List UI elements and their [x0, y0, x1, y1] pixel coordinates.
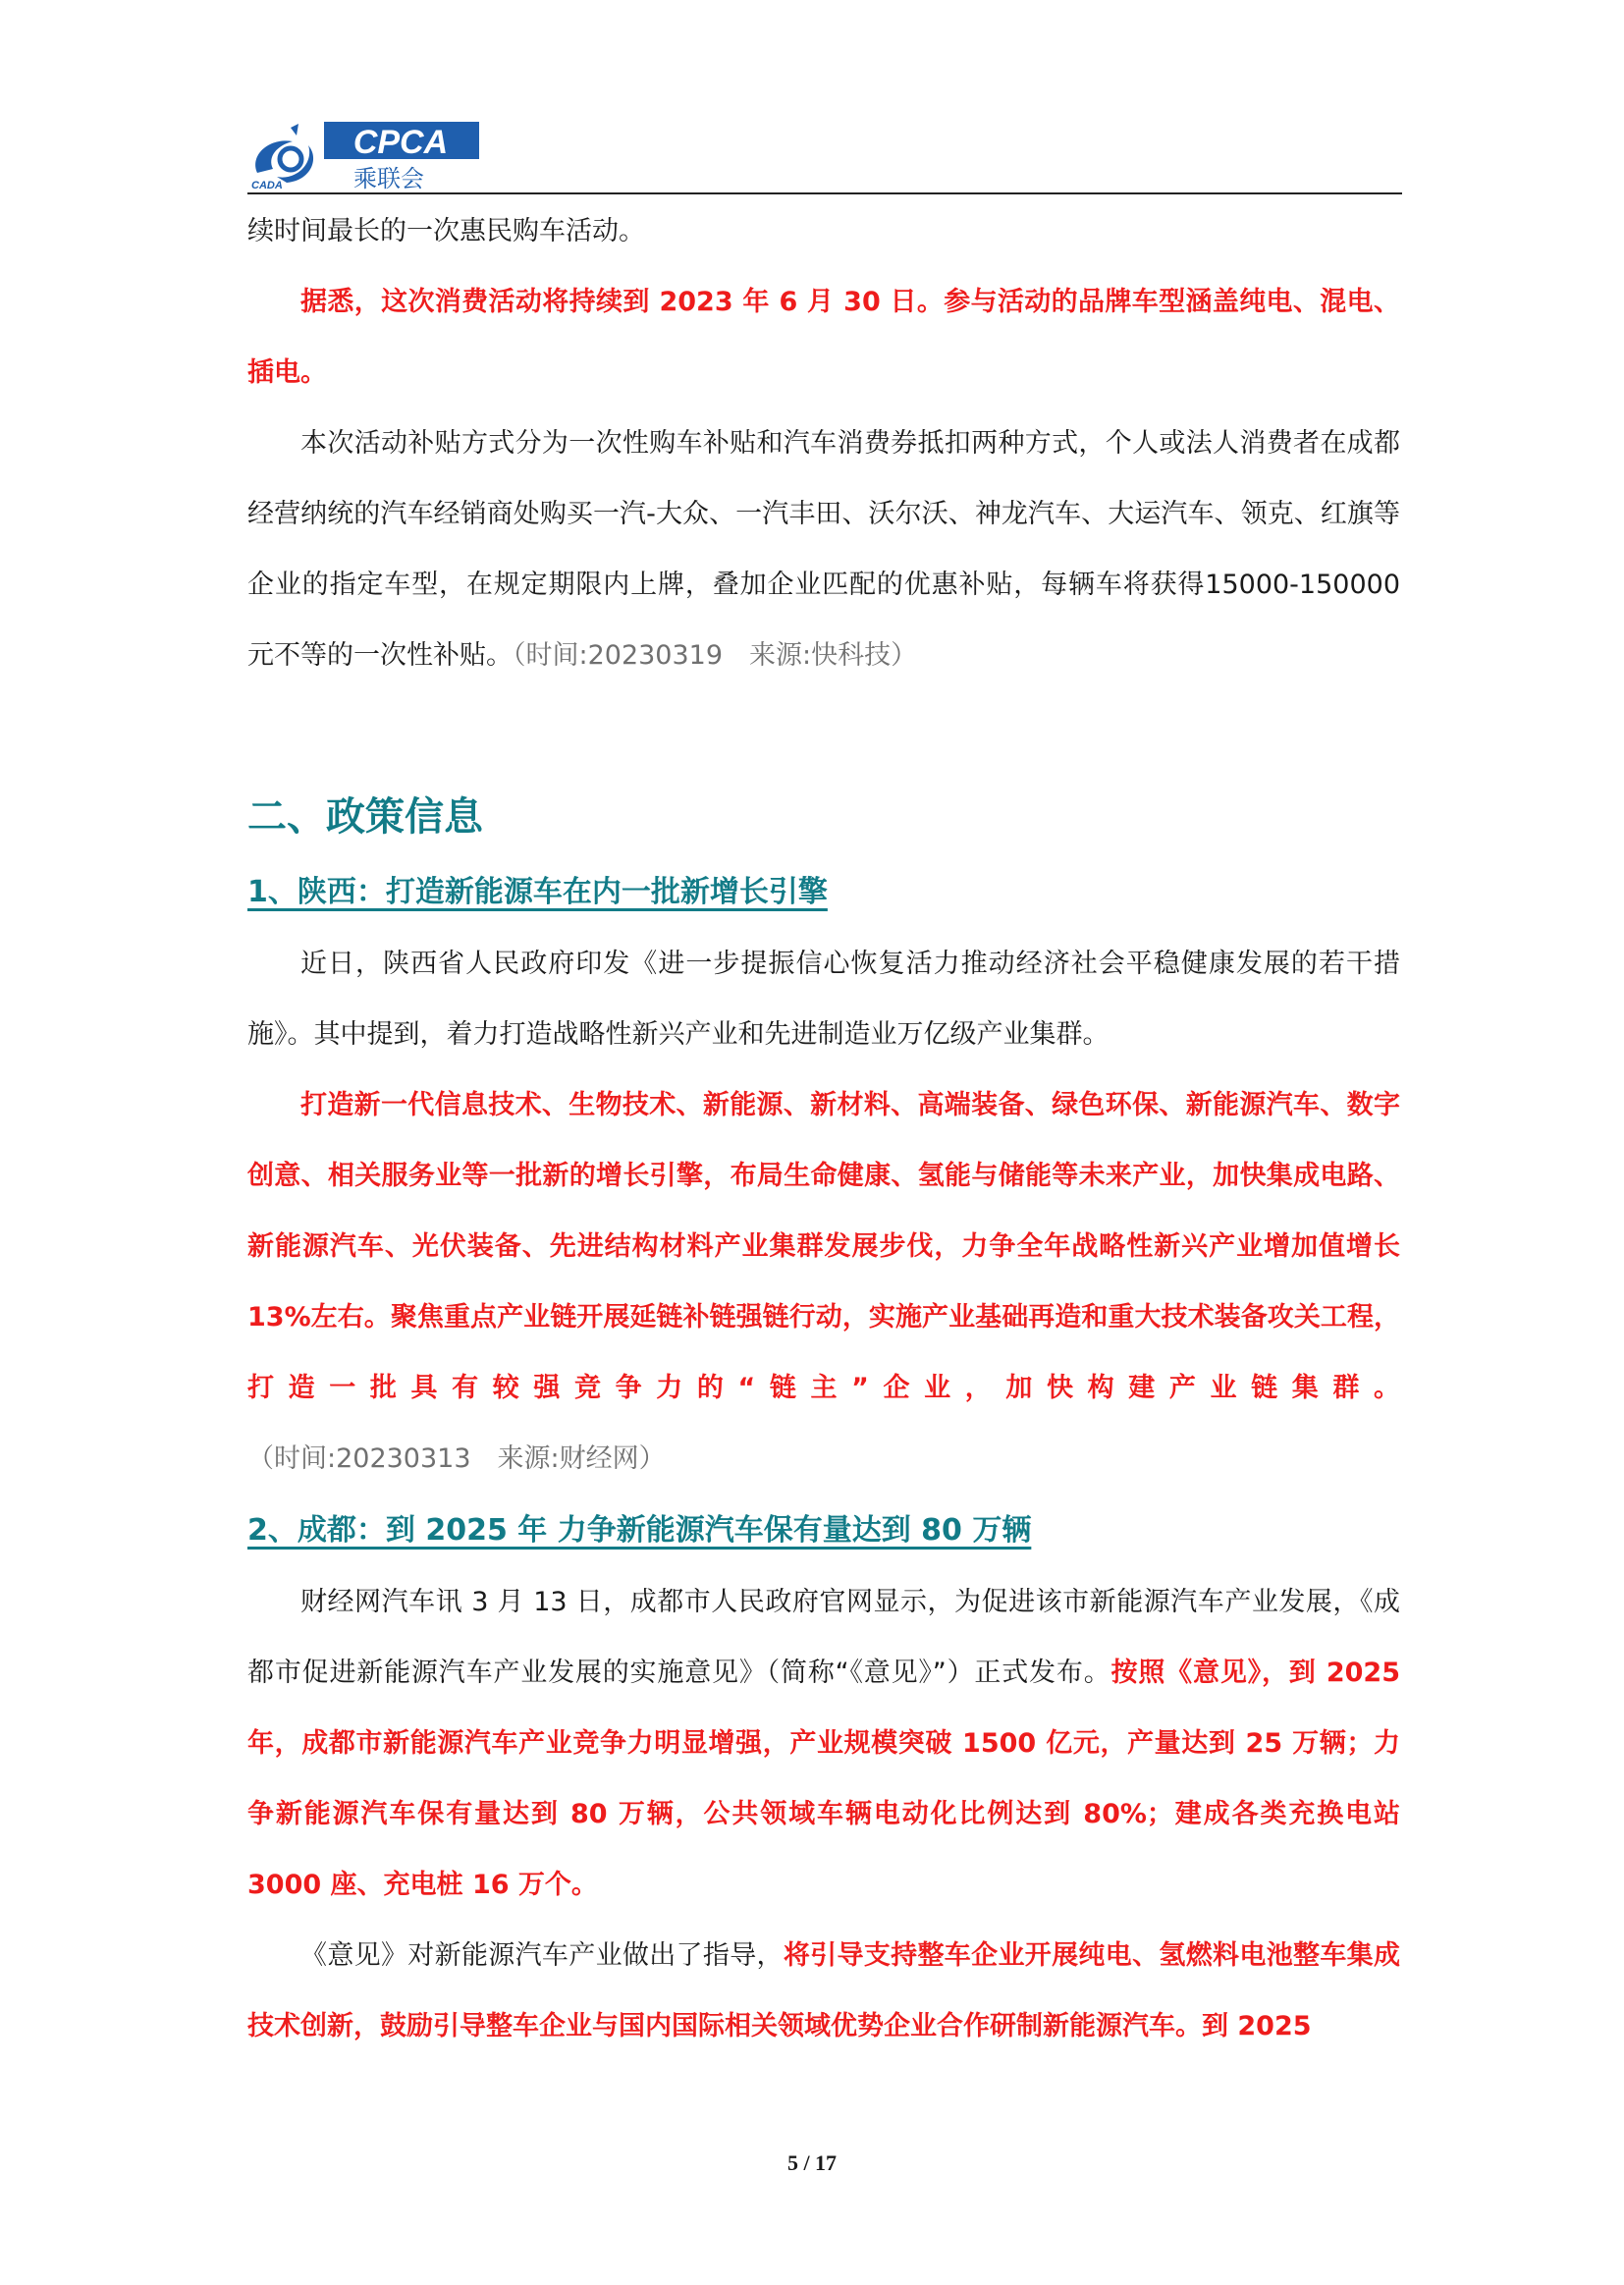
page-content — [247, 196, 1400, 2062]
policy-1-paragraph-1: 近日，陕西省人民政府印发《进一步提振信心恢复活力推动经济社会平稳健康发展的若干措施》。其中提到，着力打造战略性新兴产业和先进制造业万亿级产业集群。 — [247, 949, 1400, 1050]
policy-1-source: （时间:20230313 来源:财经网） — [247, 1443, 666, 1474]
intro-paragraph-3 — [247, 408, 1400, 691]
logo-text-cn: 乘联会 — [353, 165, 424, 192]
policy-1-heading-text: 1、陕西：打造新能源车在内一批新增长引擎 — [247, 875, 828, 909]
policy-2-paragraph-1 — [247, 1567, 1400, 1921]
intro-paragraph-3-text: 本次活动补贴方式分为一次性购车补贴和汽车消费券抵扣两种方式，个人或法人消费者在成都经营纳统的汽车经销商处购买一汽-大众、一汽丰田、沃尔沃、神龙汽车、大运汽车、领克、红旗等企业的指定车型，在规定期限内上牌，叠加企业匹配的优惠补贴，每辆车将获得15000-150000 元不等的一次性补贴。 — [247, 428, 1400, 671]
policy-1-heading — [247, 856, 1400, 929]
policy-1-emphasis: 打造新一代信息技术、生物技术、新能源、新材料、高端装备、绿色环保、新能源汽车、数字创意、相关服务业等一批新的增长引擎，布局生命健康、氢能与储能等未来产业，加快集成电路、新能源汽车、光伏装备、先进结构材料产业集群发展步伐，力争全年战略性新兴产业增加值增长 13%左右。聚焦重点产业链开展延链补链强链行动，实施产业基础再造和重大技术装备攻关工程，打造一批具有较强竞争力的“链主”企业，加快构建产业链集群。 — [247, 1090, 1400, 1403]
cpca-logo — [247, 116, 483, 192]
policy-2-paragraph-2 — [247, 1921, 1400, 2062]
intro-source: （时间:20230319 来源:快科技） — [513, 640, 918, 671]
section-title: 二、政策信息 — [247, 794, 483, 840]
policy-1-paragraph-2 — [247, 1070, 1400, 1495]
logo-subtext: CADA — [251, 180, 283, 191]
policy-2-emphasis-1: 按照《意见》，到 2025 年，成都市新能源汽车产业竞争力明显增强，产业规模突破 1500 亿元，产量达到 25 万辆；力争新能源汽车保有量达到 80 万辆，公共领域车辆电动化比例达到 80%；建成各类充换电站 3000 座、充电桩 16 万个。 — [247, 1658, 1401, 1900]
header-divider — [247, 192, 1402, 194]
policy-2-heading-text: 2、成都：到 2025 年 力争新能源汽车保有量达到 80 万辆 — [247, 1513, 1032, 1548]
policy-2-emphasis-2: 将引导支持整车企业开展纯电、氢燃料电池整车集成技术创新，鼓励引导整车企业与国内国际相关领域优势企业合作研制新能源汽车。到 2025 — [247, 1940, 1401, 2041]
policy-2-paragraph-2-text: 《意见》对新能源汽车产业做出了指导， — [300, 1940, 784, 1971]
policy-2-heading — [247, 1495, 1400, 1567]
logo-text-en: CPCA — [352, 124, 449, 161]
policy-2-paragraph-1-text: 财经网汽车讯 3 月 13 日，成都市人民政府官网显示，为促进该市新能源汽车产业发展，《成都市促进新能源汽车产业发展的实施意见》（简称“《意见》”）正式发布。 — [247, 1587, 1400, 1688]
intro-paragraph-2: 据悉，这次消费活动将持续到 2023 年 6 月 30 日。参与活动的品牌车型涵盖纯电、混电、插电。 — [247, 287, 1400, 388]
intro-paragraph-1: 续时间最长的一次惠民购车活动。 — [247, 216, 645, 246]
page-number: 5 / 17 — [786, 2150, 838, 2175]
page-header — [247, 116, 1402, 194]
